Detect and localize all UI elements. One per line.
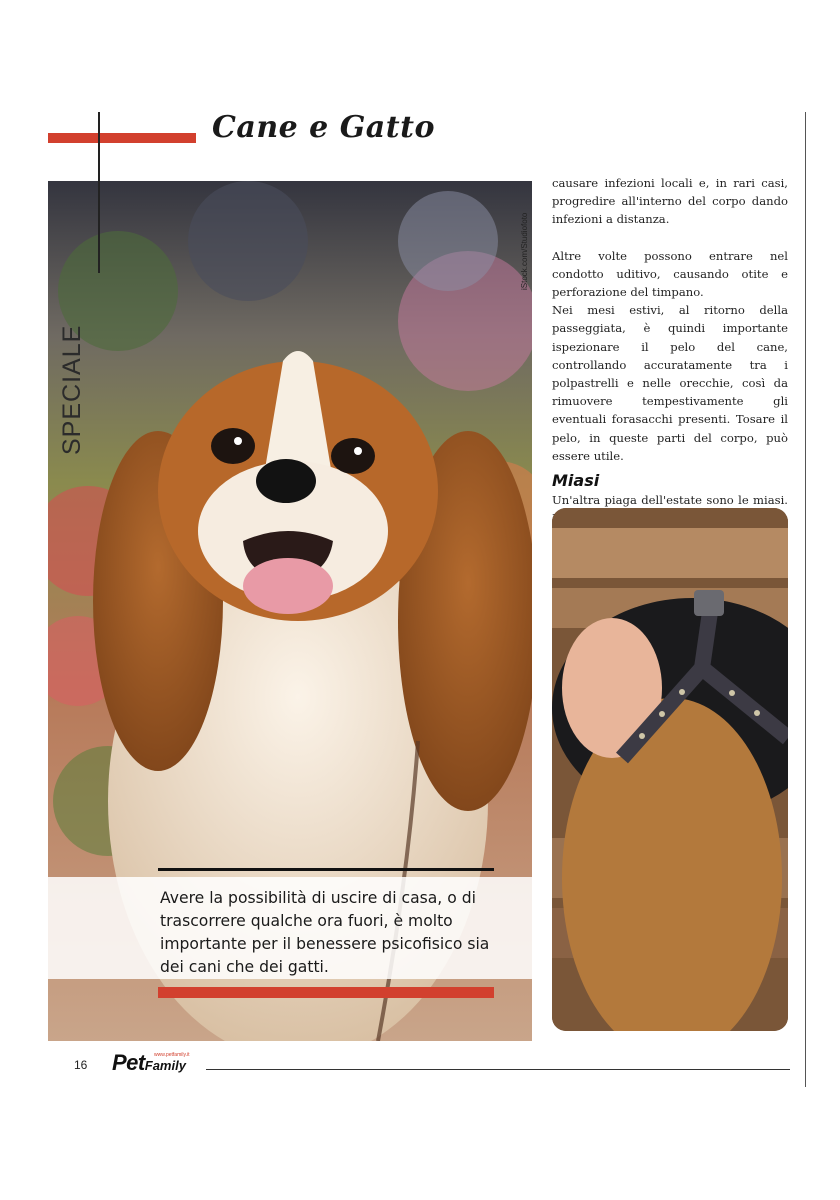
article-paragraph: Nei mesi estivi, al ritorno della passeggiata, è quindi importante ispezionare il pelo del cane, controllando accuratamente tra i polpastrelli e nelle orecchie, così da rimuovere tempestivamente gli eventuali forasacchi presenti. Tosare il pelo, in queste parti del corpo, può essere utile.: [552, 303, 788, 463]
page-right-rule: [805, 112, 806, 1087]
article-column: [552, 174, 788, 527]
caption-top-rule: [158, 868, 494, 871]
page-number: 16: [74, 1058, 88, 1072]
header-vertical-rule: [98, 112, 100, 192]
logo-url-text: www.petfamily.it: [154, 1052, 190, 1058]
dog-harness-illustration: [552, 508, 788, 1031]
photo-caption: Avere la possibilità di uscire di casa, o di trascorrere qualche ora fuori, è molto importante per il benessere psicofisico sia dei cani che dei gatti.: [160, 889, 490, 976]
photo-vertical-rule: [98, 181, 100, 273]
logo-pet-text: Pet: [112, 1050, 145, 1075]
footer-rule: [206, 1069, 790, 1070]
article-paragraph: Un'altra piaga dell'estate sono le miasi.: [552, 493, 788, 508]
article-paragraph: Altre volte possono entrare nel condotto uditivo, causando otite e perforazione del timpano.: [552, 248, 788, 300]
harness-dog-photo: [552, 508, 788, 1031]
section-heading: Miasi: [552, 471, 600, 491]
page-title: Cane e Gatto: [212, 110, 435, 145]
pet-family-logo: [112, 1050, 190, 1076]
caption-accent-bar: [158, 987, 494, 998]
article-paragraph: causare infezioni locali e, in rari casi, progredire all'interno del corpo dando infezioni a distanza.: [552, 176, 788, 227]
logo-family-text: Family: [144, 1058, 186, 1073]
section-label: SPECIALE: [58, 324, 86, 455]
title-accent-bar: [48, 133, 196, 143]
photo-credit: iStock.com/Studiofoto: [520, 212, 529, 290]
